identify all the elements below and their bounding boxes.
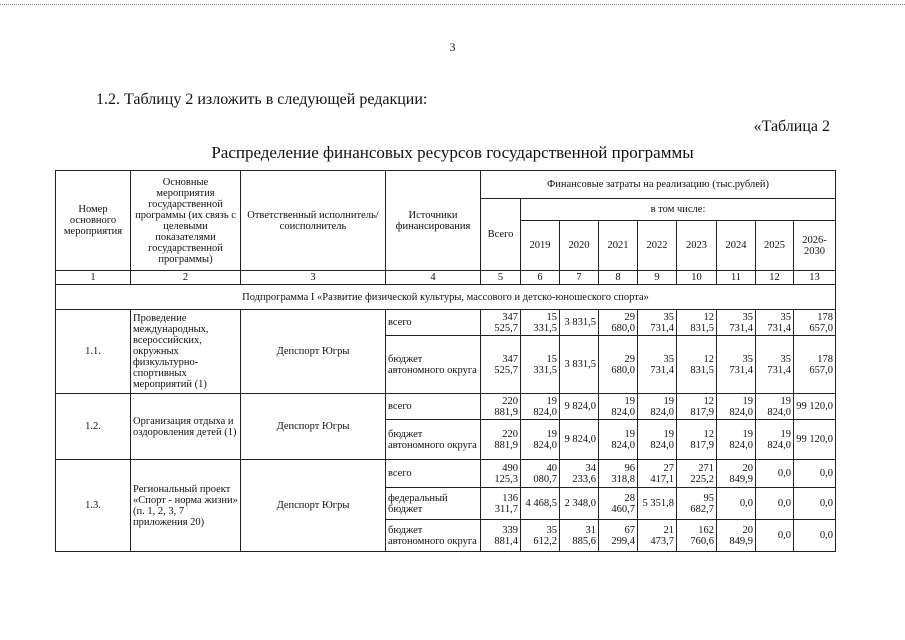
column-index: 7: [560, 271, 599, 285]
funding-value: 12 831,5: [677, 336, 717, 394]
column-index: 13: [794, 271, 836, 285]
header-total: Всего: [481, 199, 521, 271]
funding-value: 162 760,6: [677, 520, 717, 552]
funding-value: 0,0: [717, 488, 756, 520]
header-year: 2022: [638, 221, 677, 271]
funding-value: 19 824,0: [638, 394, 677, 420]
funding-value: 35 731,4: [756, 336, 794, 394]
funding-value: 220 881,9: [481, 394, 521, 420]
header-number: Номер основного мероприятия: [56, 171, 131, 271]
header-year: 2021: [599, 221, 638, 271]
funding-value: 35 731,4: [756, 310, 794, 336]
funding-value: 19 824,0: [599, 394, 638, 420]
funding-value: 271 225,2: [677, 460, 717, 488]
table-row: [56, 310, 836, 336]
funding-value: 136 311,7: [481, 488, 521, 520]
document-title: Распределение финансовых ресурсов государственной программы: [211, 143, 694, 162]
funding-value: 3 831,5: [560, 336, 599, 394]
activity-number: 1.3.: [56, 460, 131, 552]
funding-source: всего: [386, 460, 481, 488]
header-year: 2023: [677, 221, 717, 271]
funding-value: 347 525,7: [481, 336, 521, 394]
funding-value: 29 680,0: [599, 336, 638, 394]
funding-value: 95 682,7: [677, 488, 717, 520]
funding-value: 19 824,0: [599, 420, 638, 460]
instruction-text: 1.2. Таблицу 2 изложить в следующей редакции:: [96, 91, 428, 108]
column-index: 6: [521, 271, 560, 285]
funding-value: 15 331,5: [521, 310, 560, 336]
funding-value: 19 824,0: [756, 420, 794, 460]
funding-value: 28 460,7: [599, 488, 638, 520]
funding-value: 339 881,4: [481, 520, 521, 552]
subprogram-title: Подпрограмма I «Развитие физической культуры, массового и детско-юношеского спорта»: [56, 285, 836, 310]
funding-value: 20 849,9: [717, 520, 756, 552]
funding-value: 0,0: [794, 520, 836, 552]
activity-name: Региональный проект «Спорт - норма жизни» (п. 1, 2, 3, 7 приложения 20): [131, 460, 241, 552]
funding-source: всего: [386, 310, 481, 336]
header-activities: Основные мероприятия государственной программы (их связь с целевыми показателями государственной программы): [131, 171, 241, 271]
header-year: 2024: [717, 221, 756, 271]
funding-value: 34 233,6: [560, 460, 599, 488]
funding-value: 19 824,0: [717, 394, 756, 420]
funding-value: 19 824,0: [717, 420, 756, 460]
page-number: 3: [449, 40, 456, 54]
funding-value: 99 120,0: [794, 394, 836, 420]
funding-value: 19 824,0: [521, 394, 560, 420]
funding-value: 67 299,4: [599, 520, 638, 552]
funding-source: федеральный бюджет: [386, 488, 481, 520]
header-executor: Ответственный исполнитель/соисполнитель: [241, 171, 386, 271]
header-including: в том числе:: [521, 199, 836, 221]
header-year: 2025: [756, 221, 794, 271]
funding-value: 21 473,7: [638, 520, 677, 552]
financial-resources-table: [55, 170, 836, 552]
funding-value: 27 417,1: [638, 460, 677, 488]
funding-value: 12 817,9: [677, 394, 717, 420]
column-index: 9: [638, 271, 677, 285]
funding-value: 5 351,8: [638, 488, 677, 520]
header-year: 2026-2030: [794, 221, 836, 271]
funding-value: 220 881,9: [481, 420, 521, 460]
funding-value: 347 525,7: [481, 310, 521, 336]
activity-number: 1.2.: [56, 394, 131, 460]
funding-value: 12 817,9: [677, 420, 717, 460]
funding-source: бюджет автономного округа: [386, 520, 481, 552]
table-row: [56, 460, 836, 488]
funding-value: 0,0: [756, 488, 794, 520]
column-index: 1: [56, 271, 131, 285]
header-sources: Источники финансирования: [386, 171, 481, 271]
funding-value: 9 824,0: [560, 420, 599, 460]
activity-name: Проведение международных, всероссийских, окружных физкультурно-спортивных мероприятий (1): [131, 310, 241, 394]
top-edge-line: [0, 4, 905, 5]
funding-value: 19 824,0: [638, 420, 677, 460]
funding-value: 35 612,2: [521, 520, 560, 552]
funding-value: 0,0: [756, 520, 794, 552]
funding-value: 20 849,9: [717, 460, 756, 488]
table-row: [56, 394, 836, 420]
header-year: 2020: [560, 221, 599, 271]
funding-value: 31 885,6: [560, 520, 599, 552]
funding-value: 35 731,4: [717, 336, 756, 394]
funding-value: 2 348,0: [560, 488, 599, 520]
funding-value: 0,0: [756, 460, 794, 488]
funding-value: 15 331,5: [521, 336, 560, 394]
column-index: 11: [717, 271, 756, 285]
activity-executor: Депспорт Югры: [241, 310, 386, 394]
funding-value: 99 120,0: [794, 420, 836, 460]
column-index: 8: [599, 271, 638, 285]
funding-value: 19 824,0: [756, 394, 794, 420]
funding-value: 178 657,0: [794, 336, 836, 394]
funding-value: 9 824,0: [560, 394, 599, 420]
funding-value: 29 680,0: [599, 310, 638, 336]
funding-value: 35 731,4: [638, 336, 677, 394]
header-costs: Финансовые затраты на реализацию (тыс.рублей): [481, 171, 836, 199]
activity-executor: Депспорт Югры: [241, 460, 386, 552]
column-index: 3: [241, 271, 386, 285]
table-label: «Таблица 2: [753, 118, 830, 135]
funding-source: всего: [386, 394, 481, 420]
funding-value: 0,0: [794, 460, 836, 488]
funding-value: 35 731,4: [638, 310, 677, 336]
activity-name: Организация отдыха и оздоровления детей (1): [131, 394, 241, 460]
funding-value: 0,0: [794, 488, 836, 520]
funding-value: 3 831,5: [560, 310, 599, 336]
funding-source: бюджет автономного округа: [386, 420, 481, 460]
funding-value: 178 657,0: [794, 310, 836, 336]
column-index: 12: [756, 271, 794, 285]
funding-value: 490 125,3: [481, 460, 521, 488]
column-index: 5: [481, 271, 521, 285]
funding-value: 19 824,0: [521, 420, 560, 460]
column-index: 4: [386, 271, 481, 285]
activity-number: 1.1.: [56, 310, 131, 394]
funding-value: 12 831,5: [677, 310, 717, 336]
funding-value: 4 468,5: [521, 488, 560, 520]
funding-value: 40 080,7: [521, 460, 560, 488]
column-index: 10: [677, 271, 717, 285]
funding-source: бюджет автономного округа: [386, 336, 481, 394]
funding-value: 35 731,4: [717, 310, 756, 336]
header-year: 2019: [521, 221, 560, 271]
funding-value: 96 318,8: [599, 460, 638, 488]
column-index: 2: [131, 271, 241, 285]
activity-executor: Депспорт Югры: [241, 394, 386, 460]
